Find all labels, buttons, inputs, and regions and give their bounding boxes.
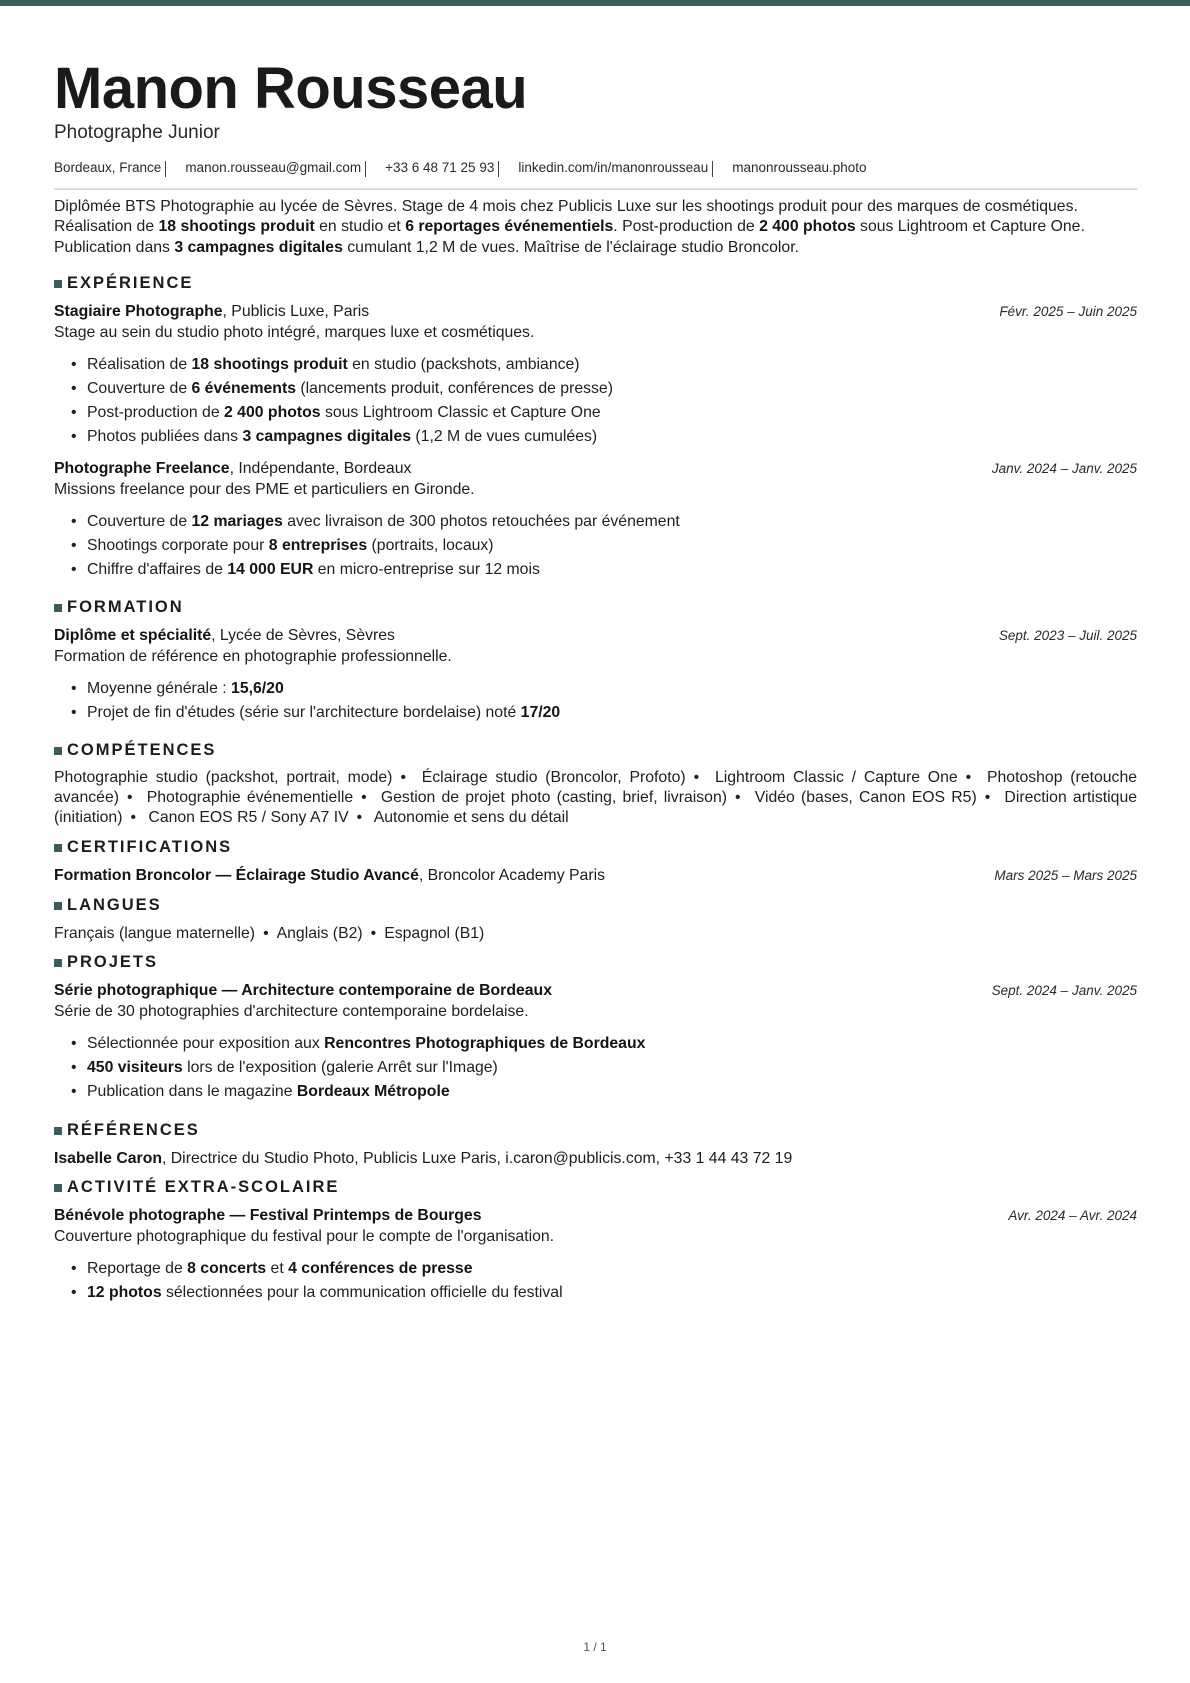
highlight: 8 concerts [187,1260,267,1277]
list-item [87,701,560,725]
highlight: 3 campagnes digitales [242,428,412,445]
highlight: 14 000 EUR [227,561,314,578]
skill: Vidéo (bases, Canon EOS R5) [754,789,977,807]
text: sous Lightroom Classic et Capture One [320,404,601,421]
skill: Photoshop (retouche avancée) [54,769,1138,807]
square-bullet-icon [54,1184,62,1192]
summary-line [54,238,1137,258]
certification-title: Formation Broncolor — Éclairage Studio Avancé [54,867,419,884]
list-item [87,677,560,701]
list-item [87,510,680,534]
list-item [87,425,613,449]
activity-entry-header [54,1206,1137,1226]
contact-email[interactable]: manon.rousseau@gmail.com [185,160,362,175]
bullet-separator: • [361,789,367,807]
entry-description: Série de 30 photographies d'architecture contemporaine bordelaise. [54,1003,529,1020]
text: Réalisation de [54,218,159,236]
contact-website[interactable]: manonrousseau.photo [732,160,867,175]
highlight: 18 shootings produit [191,356,348,373]
skill: Lightroom Classic / Capture One [714,769,958,786]
bullet-separator: • [356,809,363,827]
text: (lancements produit, conférences de presse) [296,380,613,397]
highlight: 2 400 photos [224,404,321,421]
top-accent-bar [0,0,1190,6]
reference-entry [54,1149,1137,1169]
section-heading-projects [54,953,158,972]
job-title: Photographe Junior [54,122,220,143]
list-item [87,1056,645,1080]
skill: Autonomie et sens du détail [373,809,569,827]
contact-phone[interactable]: +33 6 48 71 25 93 [385,160,495,175]
degree-title: Diplôme et spécialité [54,627,212,644]
list-item [87,1032,645,1056]
text: Reportage de [87,1260,188,1277]
section-heading-label: CERTIFICATIONS [67,838,233,856]
issuer: , Broncolor Academy Paris [418,867,605,884]
date-range: Avr. 2024 – Avr. 2024 [1008,1208,1137,1223]
section-heading-extracurricular [54,1178,339,1197]
list-item [87,401,613,425]
bullet-separator: • [400,769,406,786]
language: Français (langue maternelle) [54,925,256,942]
divider [712,161,713,177]
divider [165,161,166,177]
date-range: Sept. 2023 – Juil. 2025 [998,628,1137,643]
highlight: 3 campagnes digitales [174,238,343,256]
text: Publication dans le magazine [87,1083,297,1100]
section-heading-label: RÉFÉRENCES [67,1121,200,1139]
highlight: 8 entreprises [268,537,368,554]
entry-description: Couverture photographique du festival pour le compte de l'organisation. [54,1228,555,1245]
school: , Lycée de Sèvres, Sèvres [211,627,395,644]
list-item [87,558,680,582]
highlight: 17/20 [520,704,561,721]
organization: , Indépendante, Bordeaux [229,460,412,477]
activity-title: Bénévole photographe — Festival Printemps de Bourges [54,1207,482,1224]
text: . Post-production de [613,218,760,236]
list-item [87,1257,563,1281]
text: et [266,1260,289,1277]
project-entry-header [54,981,1137,1001]
section-heading-label: EXPÉRIENCE [67,274,194,292]
text: Chiffre d'affaires de [87,561,228,578]
achievement-list [87,677,560,725]
bullet-separator: • [263,925,269,942]
highlight: 6 événements [191,380,296,397]
entry-description: Missions freelance pour des PME et particuliers en Gironde. [54,481,475,498]
language: Anglais (B2) [276,925,363,942]
reference-details: , Directrice du Studio Photo, Publicis Luxe Paris, i.caron@publicis.com, +33 1 44 43 72 19 [162,1150,793,1167]
skill: Canon EOS R5 / Sony A7 IV [148,809,349,827]
text: sous Lightroom et Capture One. [855,218,1085,236]
text: en studio et [314,218,406,236]
square-bullet-icon [54,747,62,755]
bullet-separator: • [984,789,991,807]
divider [365,161,366,177]
bullet-separator: • [965,769,972,786]
skill: Photographie événementielle [146,789,354,807]
section-heading-label: COMPÉTENCES [67,741,217,759]
text: Réalisation de [87,356,192,373]
text: (portraits, locaux) [367,537,494,554]
highlight: 18 shootings produit [158,218,315,236]
section-heading-label: ACTIVITÉ EXTRA-SCOLAIRE [67,1178,340,1196]
contact-linkedin[interactable]: linkedin.com/in/manonrousseau [518,160,709,175]
certification-entry [54,866,1137,886]
education-entry-header [54,626,1137,646]
date-range: Janv. 2024 – Janv. 2025 [991,461,1137,476]
square-bullet-icon [54,902,62,910]
text: Moyenne générale : [87,680,232,697]
text: avec livraison de 300 photos retouchées par événement [282,513,680,530]
section-heading-label: FORMATION [67,598,184,616]
skills-list [54,768,1137,829]
bullet-separator: • [735,789,741,807]
list-item [87,1281,563,1305]
entry-description: Formation de référence en photographie professionnelle. [54,648,452,665]
section-heading-references [54,1121,200,1140]
role-title: Stagiaire Photographe [54,303,223,320]
highlight: 6 reportages événementiels [405,218,614,236]
profile-summary [54,197,1137,258]
bullet-separator: • [370,925,377,942]
entry-description: Stage au sein du studio photo intégré, marques luxe et cosmétiques. [54,324,535,341]
skill: Direction artistique (initiation) [54,789,1138,827]
achievement-list [87,1032,645,1104]
achievement-list [87,1257,563,1305]
highlight: 2 400 photos [759,218,856,236]
text: Publication dans [54,238,175,256]
list-item [87,377,613,401]
summary-line [54,217,1137,237]
text: cumulant 1,2 M de vues. Maîtrise de l'éclairage studio Broncolor. [342,238,799,256]
square-bullet-icon [54,1127,62,1135]
skill: Photographie studio (packshot, portrait, mode) [54,769,393,786]
date-range: Sept. 2024 – Janv. 2025 [991,983,1137,998]
experience-entry-header [54,302,1137,322]
text: Couverture de [87,513,192,530]
skill: Éclairage studio (Broncolor, Profoto) [421,769,686,786]
section-heading-label: LANGUES [67,896,162,914]
highlight: 450 visiteurs [87,1059,183,1076]
list-item [87,1080,645,1104]
square-bullet-icon [54,604,62,612]
organization: , Publicis Luxe, Paris [222,303,370,320]
experience-entry-header [54,459,1137,479]
highlight: 15,6/20 [231,680,284,697]
square-bullet-icon [54,959,62,967]
page-number: 1 / 1 [583,1640,607,1654]
text: Sélectionnée pour exposition aux [87,1035,325,1052]
bullet-separator: • [127,789,133,807]
divider [498,161,499,177]
project-title: Série photographique — Architecture contemporaine de Bordeaux [54,982,552,999]
contact-location: Bordeaux, France [54,160,162,175]
date-range: Mars 2025 – Mars 2025 [994,868,1137,883]
list-item [87,353,613,377]
section-heading-formation [54,598,184,617]
section-heading-skills [54,741,216,760]
reference-name: Isabelle Caron [54,1150,162,1167]
highlight: Rencontres Photographiques de Bordeaux [324,1035,646,1052]
text: Post-production de [87,404,224,421]
list-item [87,534,680,558]
text: Photos publiées dans [87,428,243,445]
languages-list [54,924,484,944]
section-heading-certifications [54,838,232,857]
highlight: 12 mariages [191,513,283,530]
text: sélectionnées pour la communication officielle du festival [161,1284,563,1301]
summary-line: Diplômée BTS Photographie au lycée de Sèvres. Stage de 4 mois chez Publicis Luxe sur les shootings produit pour des marques de cosmétiques. [54,198,1078,215]
section-heading-languages [54,896,162,915]
language: Espagnol (B1) [384,925,485,942]
text: Shootings corporate pour [87,537,269,554]
date-range: Févr. 2025 – Juin 2025 [999,304,1137,319]
text: Projet de fin d'études (série sur l'architecture bordelaise) noté [87,704,521,721]
skill: Gestion de projet photo (casting, brief, livraison) [380,789,727,807]
text: Couverture de [87,380,192,397]
achievement-list [87,353,613,449]
text: (1,2 M de vues cumulées) [411,428,598,445]
highlight: Bordeaux Métropole [296,1083,450,1100]
bullet-separator: • [693,769,700,786]
text: en micro-entreprise sur 12 mois [313,561,540,578]
text: lors de l'exposition (galerie Arrêt sur l'Image) [182,1059,498,1076]
square-bullet-icon [54,844,62,852]
text: en studio (packshots, ambiance) [347,356,580,373]
highlight: 4 conférences de presse [288,1260,473,1277]
section-heading-label: PROJETS [67,953,159,971]
square-bullet-icon [54,280,62,288]
role-title: Photographe Freelance [54,460,230,477]
achievement-list [87,510,680,582]
header-divider [54,188,1137,190]
contact-bar [54,160,867,177]
bullet-separator: • [130,809,137,827]
highlight: 12 photos [87,1284,162,1301]
section-heading-experience [54,274,193,293]
candidate-name: Manon Rousseau [54,56,528,121]
